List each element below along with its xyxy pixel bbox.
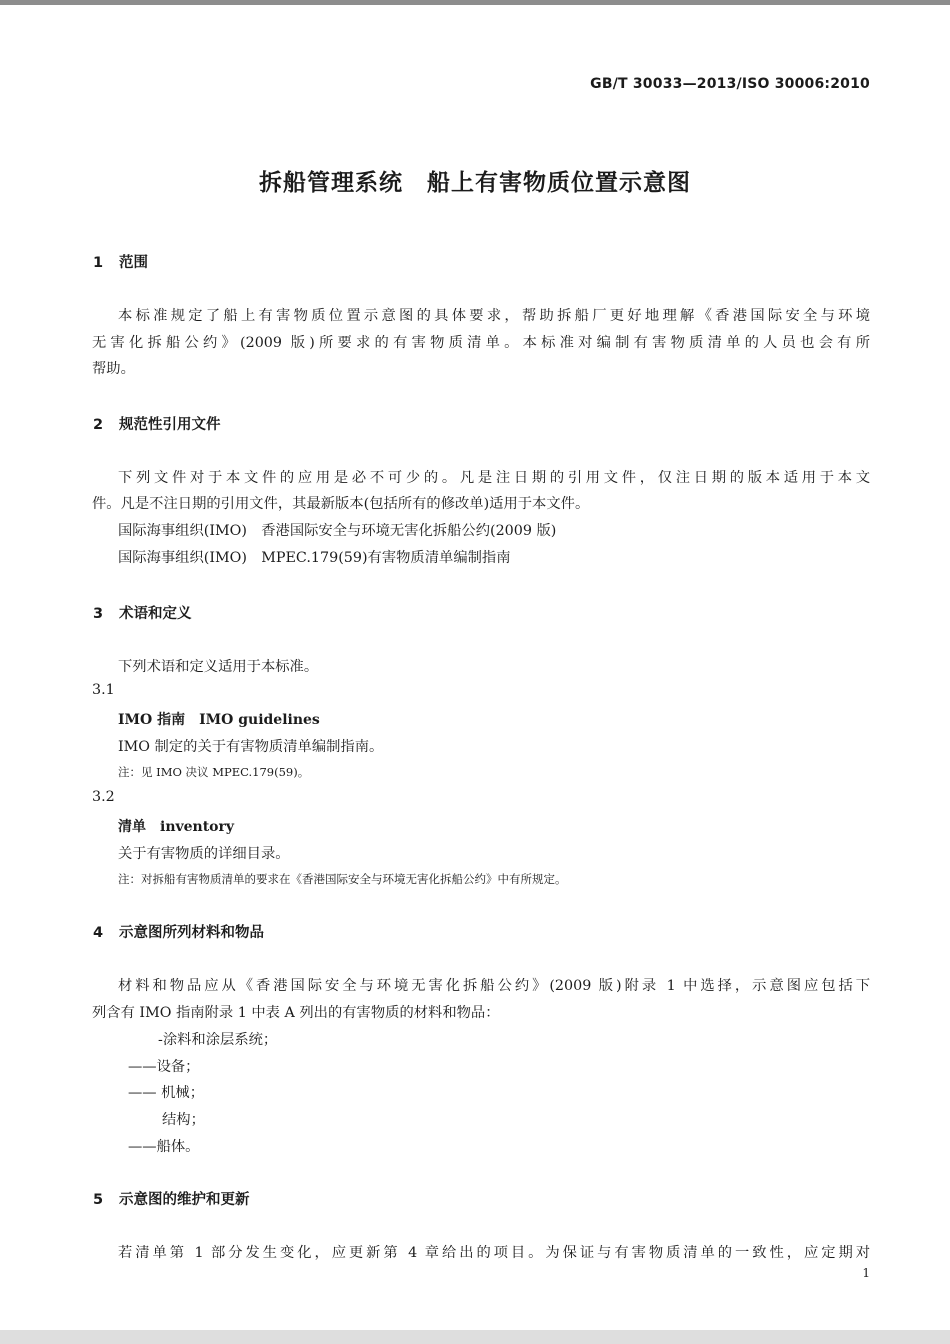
materials-list-item: 结构；: [162, 1112, 205, 1128]
materials-list-item: ——设备；: [128, 1059, 200, 1075]
section-number: 5: [93, 1192, 104, 1208]
term-number: 3.1: [92, 682, 115, 698]
section-title: 示意图所列材料和物品: [119, 925, 264, 941]
materials-paragraph-line: 列含有 IMO 指南附录 1 中表 A 列出的有害物质的材料和物品：: [92, 1005, 500, 1021]
scope-paragraph-line: 本标准规定了船上有害物质位置示意图的具体要求，帮助拆船厂更好地理解《香港国际安全与环境: [118, 308, 870, 324]
section-number: 4: [93, 925, 104, 941]
terms-intro: 下列术语和定义适用于本标准。: [118, 659, 319, 675]
scope-paragraph-line: 帮助。: [92, 361, 135, 377]
section-heading-1: [93, 251, 148, 272]
term-definition: IMO 制定的关于有害物质清单编制指南。: [118, 739, 384, 755]
section-title: 示意图的维护和更新: [119, 1192, 250, 1208]
section-title: 规范性引用文件: [119, 417, 221, 433]
materials-list-item: ——船体。: [128, 1139, 200, 1155]
section-heading-5: [93, 1188, 250, 1209]
materials-list-item: -涂料和涂层系统；: [158, 1032, 278, 1048]
materials-list-item: —— 机械；: [128, 1085, 205, 1101]
page-top-rule: [0, 0, 950, 5]
section-title: 术语和定义: [119, 606, 192, 622]
maintenance-paragraph-line: 若清单第 1 部分发生变化，应更新第 4 章给出的项目。为保证与有害物质清单的一致性，应定期对: [118, 1245, 870, 1261]
page-number: 1: [862, 1266, 870, 1280]
section-heading-4: [93, 921, 264, 942]
section-heading-3: [93, 602, 192, 623]
section-number: 1: [93, 255, 104, 271]
normative-reference: 国际海事组织(IMO) MPEC.179(59)有害物质清单编制指南: [118, 550, 511, 566]
normative-paragraph-line: 下列文件对于本文件的应用是必不可少的。凡是注日期的引用文件，仅注日期的版本适用于本文: [118, 470, 870, 486]
term-note: 注：见 IMO 决议 MPEC.179(59)。: [118, 765, 310, 779]
page-bottom-band: [0, 1330, 950, 1344]
term-note: 注：对拆船有害物质清单的要求在《香港国际安全与环境无害化拆船公约》中有所规定。: [118, 872, 567, 886]
materials-paragraph-line: 材料和物品应从《香港国际安全与环境无害化拆船公约》(2009 版)附录 1 中选择，示意图应包括下: [118, 978, 871, 994]
term-title: IMO 指南 IMO guidelines: [118, 712, 320, 728]
scope-paragraph-line: 无害化拆船公约》(2009 版)所要求的有害物质清单。本标准对编制有害物质清单的人员也会有所: [92, 335, 870, 351]
normative-reference: 国际海事组织(IMO) 香港国际安全与环境无害化拆船公约(2009 版): [118, 523, 557, 539]
standard-number: GB/T 30033—2013/ISO 30006:2010: [590, 76, 870, 92]
section-heading-2: [93, 413, 221, 434]
normative-paragraph-line: 件。凡是不注日期的引用文件，其最新版本(包括所有的修改单)适用于本文件。: [92, 496, 590, 512]
term-definition: 关于有害物质的详细目录。: [118, 846, 290, 862]
page-title: 拆船管理系统 船上有害物质位置示意图: [259, 170, 691, 196]
term-number: 3.2: [92, 789, 115, 805]
section-title: 范围: [119, 255, 148, 271]
section-number: 2: [93, 417, 104, 433]
section-number: 3: [93, 606, 104, 622]
term-title: 清单 inventory: [118, 819, 235, 835]
